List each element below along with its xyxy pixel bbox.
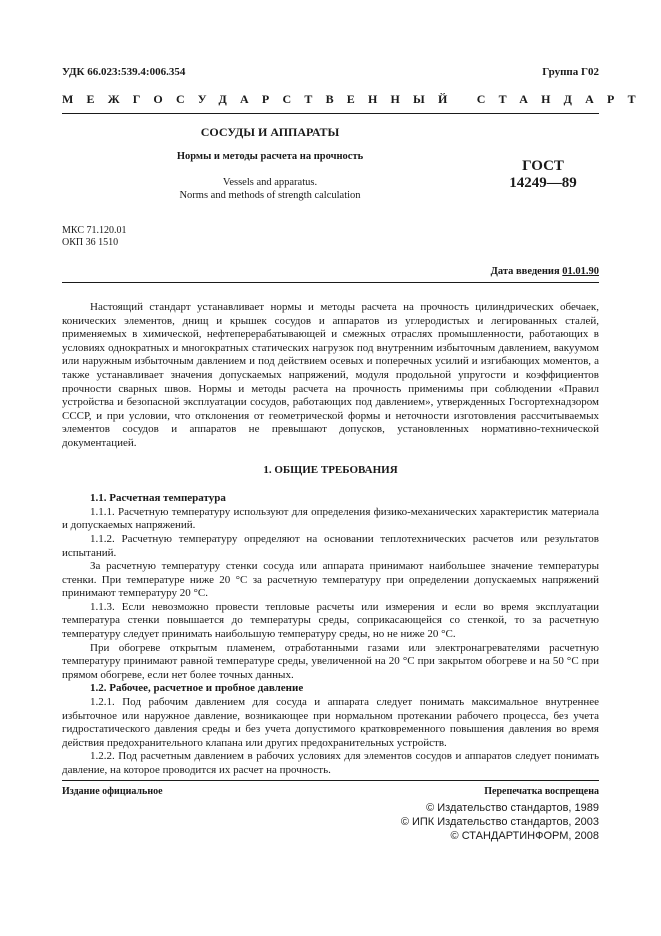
paragraph-1-2-2: 1.2.2. Под расчетным давлением в рабочих условиях для элементов сосудов и аппаратов следует понимать давление, на которое проводится их расчет на прочность. (62, 750, 599, 776)
effective-date-value: 01.01.90 (562, 266, 599, 277)
copyright-line-3: © СТАНДАРТИНФОРМ, 2008 (450, 830, 599, 842)
paragraph-1-2-1: 1.2.1. Под рабочим давлением для сосуда и аппарата следует понимать максимальное внутреннее избыточное или наружное давление, возникающее при нормальном протекании рабочего процесса, без учета гидростатического давления среды и без учета допустимого кратковременного повышения давления во время действия предохранительного клапана или других предохранительных устройств. (62, 696, 599, 749)
standard-category: МЕЖГОСУДАРСТВЕННЫЙ СТАНДАРТ (62, 92, 649, 106)
document-body (62, 301, 599, 778)
document-subtitle: Нормы и методы расчета на прочность (176, 151, 364, 162)
copyright-block (401, 801, 599, 843)
mks-code: МКС 71.120.01 (62, 225, 127, 236)
gost-label: ГОСТ (522, 158, 564, 174)
reprint-note: Перепечатка воспрещена (484, 786, 599, 797)
paragraph-1-1-2: 1.1.2. Расчетную температуру определяют на основании теплотехнических расчетов или результатов испытаний. (62, 532, 599, 559)
english-title-line1: Vessels and apparatus. (222, 177, 318, 188)
section-1-1-heading: 1.1. Расчетная температура (90, 492, 226, 505)
effective-date (491, 266, 599, 277)
paragraph-1-1-3: 1.1.3. Если невозможно провести тепловые расчеты или измерения и если во время эксплуатации температура стенки повышается до температуры среды, соприкасающейся со стенкой, то за расчетную температуру следует принимать наибольшую температуру среды, но не ниже 20 °С. (62, 600, 599, 641)
okp-code: ОКП 36 1510 (62, 237, 119, 248)
gost-designation (493, 158, 593, 192)
udk-code: УДК 66.023:539.4:006.354 (62, 66, 186, 78)
group-code: Группа Г02 (542, 66, 599, 78)
english-title-line2: Norms and methods of strength calculation (179, 190, 361, 201)
effective-date-label: Дата введения (490, 266, 560, 277)
intro-paragraph: Настоящий стандарт устанавливает нормы и методы расчета на прочность цилиндрических обечаек, конических элементов, днищ и крышек сосудов и аппаратов из углеродистых и легированных сталей, применяемых в химической, нефтеперерабатывающей и смежных отраслях промышленности, работающих в условиях однократных и многократных статических нагрузок под внутренним избыточным давлением, вакуумом или наружным избыточным давлением и под действием осевых и поперечных усилий и изгибающих моментов, а также устанавливает значения допускаемых напряжений, модуля продольной упругости и коэффициентов прочности сварных швов. Нормы и методы расчета на прочность применимы при соблюдении «Правил устройства и безопасной эксплуатации сосудов, работающих под давлением», утвержденных Госгортехнадзором СССР, и при условии, что отклонения от геометрической формы и неточности изготовления рассчитываемых элементов сосудов и аппаратов не превышают допусков, установленных нормативно-технической документацией. (62, 301, 599, 449)
english-title (120, 176, 420, 202)
gost-number: 14249—89 (509, 175, 577, 191)
paragraph-1-1-1: 1.1.1. Расчетную температуру используют для определения физико-механических характеристик материала и допускаемых напряжений. (62, 505, 599, 532)
copyright-line-2: © ИПК Издательство стандартов, 2003 (400, 816, 599, 828)
publication-note: Издание официальное (62, 786, 163, 797)
footer-rule (62, 780, 599, 781)
copyright-line-1: © Издательство стандартов, 1989 (426, 802, 599, 814)
section-1-2-heading: 1.2. Рабочее, расчетное и пробное давление (90, 682, 304, 695)
header-rule (62, 113, 599, 114)
date-rule (62, 282, 599, 283)
classification-codes (62, 225, 126, 249)
section-1-heading: 1. ОБЩИЕ ТРЕБОВАНИЯ (263, 463, 398, 476)
paragraph-1-1-3-b: При обогреве открытым пламенем, отработанными газами или электронагревателями расчетную температуру принимают равной температуре среды, увеличенной на 20 °С при закрытом обогреве и на 50 °С при прямом обогреве, если нет более точных данных. (62, 641, 599, 681)
paragraph-1-1-2-b: За расчетную температуру стенки сосуда или аппарата принимают наибольшее значение температуры стенки. При температуре ниже 20 °С за расчетную температуру при определении допускаемых напряжений принимают температуру 20 °С. (62, 560, 599, 600)
document-title: СОСУДЫ И АППАРАТЫ (200, 125, 340, 139)
